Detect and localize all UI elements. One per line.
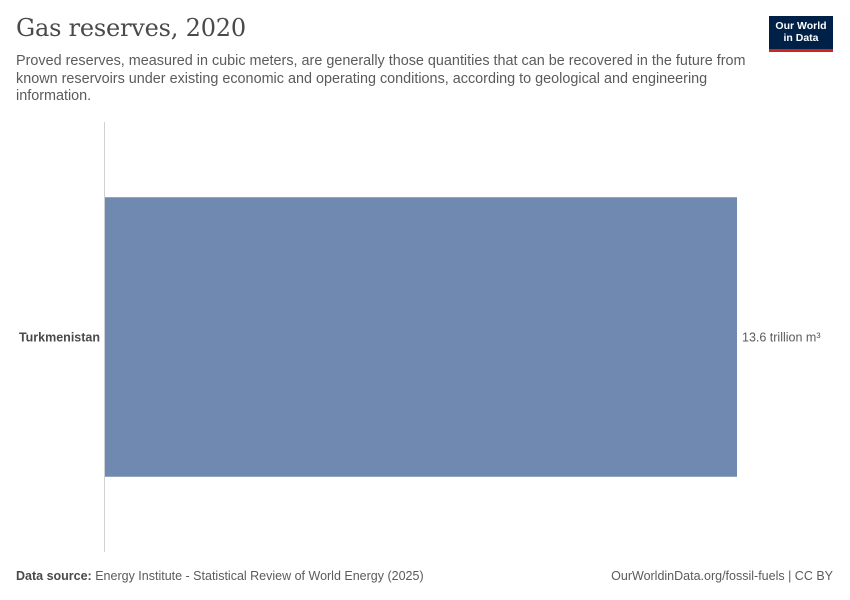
chart-title: Gas reserves, 2020	[16, 14, 246, 42]
source-text[interactable]: Energy Institute - Statistical Review of World Energy (2025)	[95, 569, 424, 583]
logo-line-2: in Data	[783, 31, 819, 44]
footer-source	[16, 569, 424, 583]
footer-url-license[interactable]: OurWorldinData.org/fossil-fuels | CC BY	[611, 569, 833, 583]
value-label: 13.6 trillion m³	[742, 330, 821, 345]
chart-subtitle: Proved reserves, measured in cubic meters, are generally those quantities that can be recovered in the future from known reservoirs under existing economic and operating conditions, according to geological and engineering information.	[16, 53, 746, 105]
bars-group	[19, 197, 821, 477]
source-label: Data source:	[16, 569, 92, 583]
category-label: Turkmenistan	[18, 330, 100, 345]
logo-line-1: Our World	[775, 19, 827, 32]
bar-turkmenistan[interactable]	[105, 197, 737, 477]
